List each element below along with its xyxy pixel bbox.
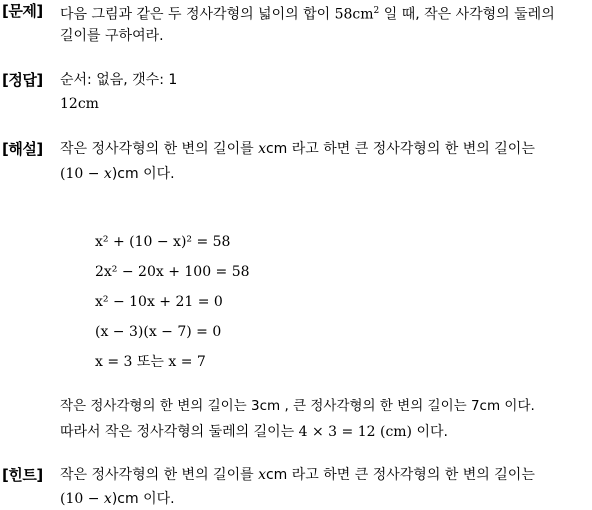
problem-text-1a: 다음 그림과 같은 두 정사각형의 넓이의 합이 <box>60 6 335 23</box>
solution-label: [해설] <box>2 140 43 158</box>
hint-line-2 <box>60 489 175 509</box>
problem-line-1 <box>60 1 555 25</box>
hint-var: x <box>258 467 266 483</box>
solution-intro-1b: cm 라고 하면 큰 정사각형의 한 변의 길이는 <box>265 141 535 157</box>
solution-conclusion-2a: 따라서 작은 정사각형의 둘레의 길이는 <box>60 424 299 440</box>
answer-label: [정답] <box>2 71 43 89</box>
equation-2: 2x² − 20x + 100 = 58 <box>95 264 250 280</box>
problem-area-value: 58cm <box>334 6 374 23</box>
equation-4: (x − 3)(x − 7) = 0 <box>95 324 222 340</box>
hint-text-1a: 작은 정사각형의 한 변의 길이를 <box>60 467 259 483</box>
solution-intro-2 <box>60 164 175 184</box>
problem-area-exponent: 2 <box>373 6 380 16</box>
problem-label: [문제] <box>2 2 43 20</box>
solution-intro-2-var: x <box>103 166 112 182</box>
hint-text-2b: )cm 이다. <box>111 491 175 507</box>
hint-text-2a: (10 − <box>60 491 104 507</box>
solution-intro-1a: 작은 정사각형의 한 변의 길이를 <box>60 141 259 157</box>
solution-intro-var: x <box>258 141 266 157</box>
solution-intro-1 <box>60 139 535 159</box>
answer-line-1: 순서: 없음, 갯수: 1 <box>60 72 178 88</box>
solution-intro-2a: (10 − <box>60 166 104 182</box>
equation-5a: x = 3 <box>95 354 133 370</box>
solution-conclusion-2b: 4 × 3 = 12 (cm) <box>298 424 413 440</box>
solution-conclusion-2 <box>60 422 448 442</box>
equation-1: x² + (10 − x)² = 58 <box>95 234 231 250</box>
hint-line-2-var: x <box>103 491 112 507</box>
problem-line-2: 길이를 구하여라. <box>60 28 164 44</box>
equation-5-or: 또는 <box>132 354 169 370</box>
hint-line-1 <box>60 465 535 485</box>
equation-3: x² − 10x + 21 = 0 <box>95 294 223 310</box>
equation-5c: x = 7 <box>168 354 206 370</box>
hint-text-1b: cm 라고 하면 큰 정사각형의 한 변의 길이는 <box>265 467 535 483</box>
solution-conclusion-1: 작은 정사각형의 한 변의 길이는 3cm , 큰 정사각형의 한 변의 길이는 7cm 이다. <box>60 398 535 414</box>
problem-text-1c: 일 때, 작은 사각형의 둘레의 <box>379 6 555 23</box>
equation-5 <box>95 352 206 372</box>
hint-label: [힌트] <box>2 466 43 484</box>
solution-intro-2b: )cm 이다. <box>111 166 175 182</box>
answer-line-2: 12cm <box>60 96 99 112</box>
solution-conclusion-2c: 이다. <box>412 424 448 440</box>
